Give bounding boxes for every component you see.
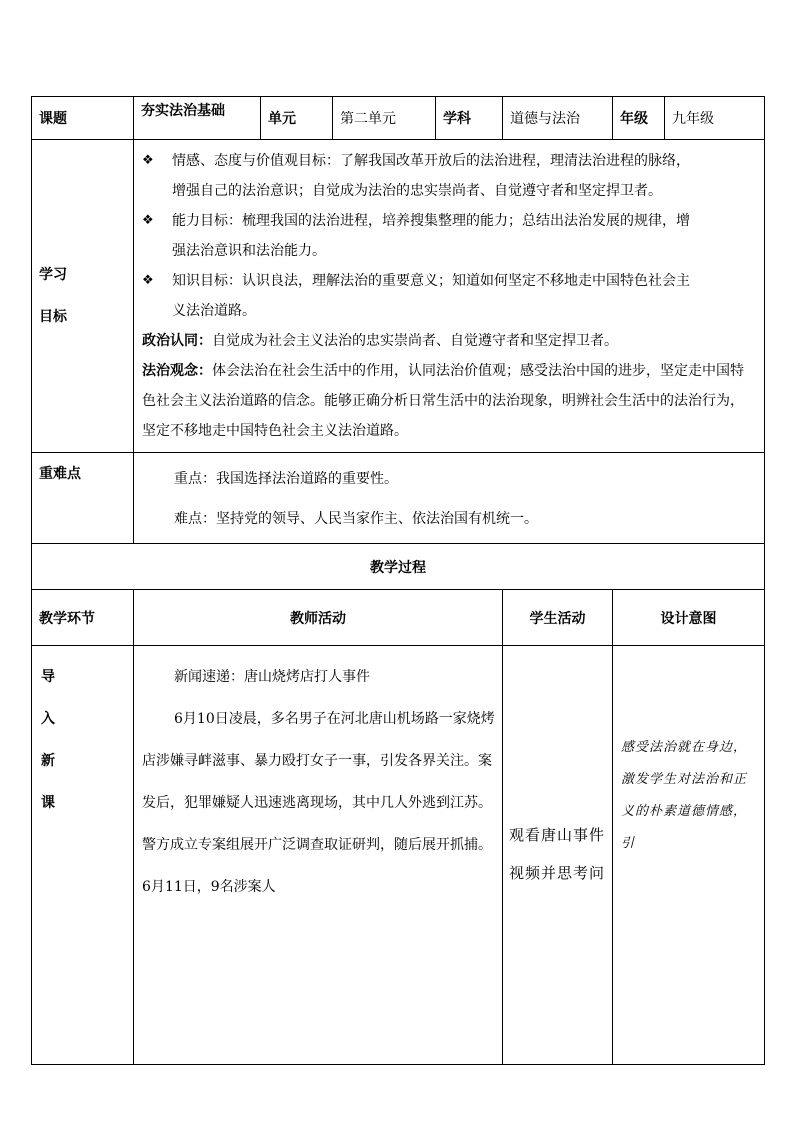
- subject-label: 学科: [436, 97, 503, 140]
- political-identity: [142, 326, 756, 356]
- goal-item: [142, 266, 756, 326]
- political-identity-text: 自觉成为社会主义法治的忠实崇尚者、自觉遵守者和坚定捍卫者。: [212, 333, 618, 349]
- goals-row: [32, 140, 765, 453]
- grade-value: 九年级: [665, 97, 765, 140]
- rule-of-law-concept: [142, 356, 756, 446]
- process-title-row: [32, 544, 765, 590]
- rule-of-law-concept-text: 体会法治在社会生活中的作用，认同法治价值观；感受法治中国的进步，坚定走中国特色社会主义法治道路的信念。能够正确分析日常生活中的法治现象，明辨社会生活中的法治行为，坚定不移地走中国特色社会主义法治道路。: [142, 363, 744, 439]
- key-points-label: 重难点: [32, 453, 134, 544]
- political-identity-label: 政治认同：: [142, 333, 212, 349]
- process-columns-row: [32, 590, 765, 646]
- news-body: 6月10日凌晨，多名男子在河北唐山机场路一家烧烤店涉嫌寻衅滋事、暴力殴打女子一事，引发各界关注。案发后，犯罪嫌疑人迅速逃离现场，其中几人外逃到江苏。警方成立专案组展开广泛调查取证研判，随后展开抓捕。6月11日，9名涉案人: [142, 711, 495, 895]
- rule-of-law-concept-label: 法治观念：: [142, 363, 212, 379]
- news-title: 新闻速递：唐山烧烤店打人事件: [174, 669, 370, 685]
- subject-value: 道德与法治: [503, 97, 613, 140]
- difficult-point: 难点：坚持党的领导、人民当家作主、依法治国有机统一。: [174, 511, 538, 527]
- goal-item-rest: 增强自己的法治意识；自觉成为法治的忠实崇尚者、自觉遵守者和坚定捍卫者。: [172, 183, 662, 199]
- goal-item: [142, 206, 756, 266]
- student-activity: 观看唐山事件视频并思考问: [503, 646, 613, 1065]
- col-teacher: 教师活动: [134, 590, 503, 646]
- header-row: [32, 97, 765, 140]
- bullet-icon: ❖: [142, 273, 154, 288]
- stage-cell: [32, 646, 134, 1065]
- col-stage: 教学环节: [32, 590, 134, 646]
- col-design: 设计意图: [613, 590, 765, 646]
- bullet-icon: ❖: [142, 213, 154, 228]
- goal-item-first-line: 知识目标：认识良法，理解法治的重要意义；知道如何坚定不移地走中国特色社会主: [172, 273, 690, 289]
- design-intent: 感受法治就在身边，激发学生对法治和正义的朴素道德情感，引: [613, 646, 765, 1065]
- stage-char: 入: [41, 711, 55, 727]
- key-points-content: [134, 453, 765, 544]
- process-title: 教学过程: [32, 544, 765, 590]
- goal-item: [142, 146, 756, 206]
- important-point: 重点：我国选择法治道路的重要性。: [174, 471, 398, 487]
- grade-label: 年级: [613, 97, 665, 140]
- goals-label-line1: 学习: [39, 267, 67, 283]
- lesson-plan-table: [31, 96, 765, 1065]
- topic-label: 课题: [32, 97, 134, 140]
- topic-value: 夯实法治基础: [134, 97, 261, 140]
- goal-item-first-line: 能力目标：梳理我国的法治进程，培养搜集整理的能力；总结出法治发展的规律，增: [172, 213, 690, 229]
- col-student: 学生活动: [503, 590, 613, 646]
- unit-value: 第二单元: [333, 97, 436, 140]
- bullet-icon: ❖: [142, 153, 154, 168]
- stage-char: 课: [41, 795, 55, 811]
- goals-label-line2: 目标: [39, 309, 67, 325]
- goal-item-first-line: 情感、态度与价值观目标：了解我国改革开放后的法治进程，理清法治进程的脉络，: [172, 153, 690, 169]
- goal-item-rest: 强法治意识和法治能力。: [172, 243, 326, 259]
- goals-label: [32, 140, 134, 453]
- teacher-activity: [134, 646, 503, 1065]
- lesson-row: [32, 646, 765, 1065]
- key-points-row: [32, 453, 765, 544]
- unit-label: 单元: [261, 97, 333, 140]
- goal-item-rest: 义法治道路。: [172, 303, 256, 319]
- stage-char: 新: [41, 753, 55, 769]
- stage-char: 导: [41, 669, 55, 685]
- goals-content: [134, 140, 765, 453]
